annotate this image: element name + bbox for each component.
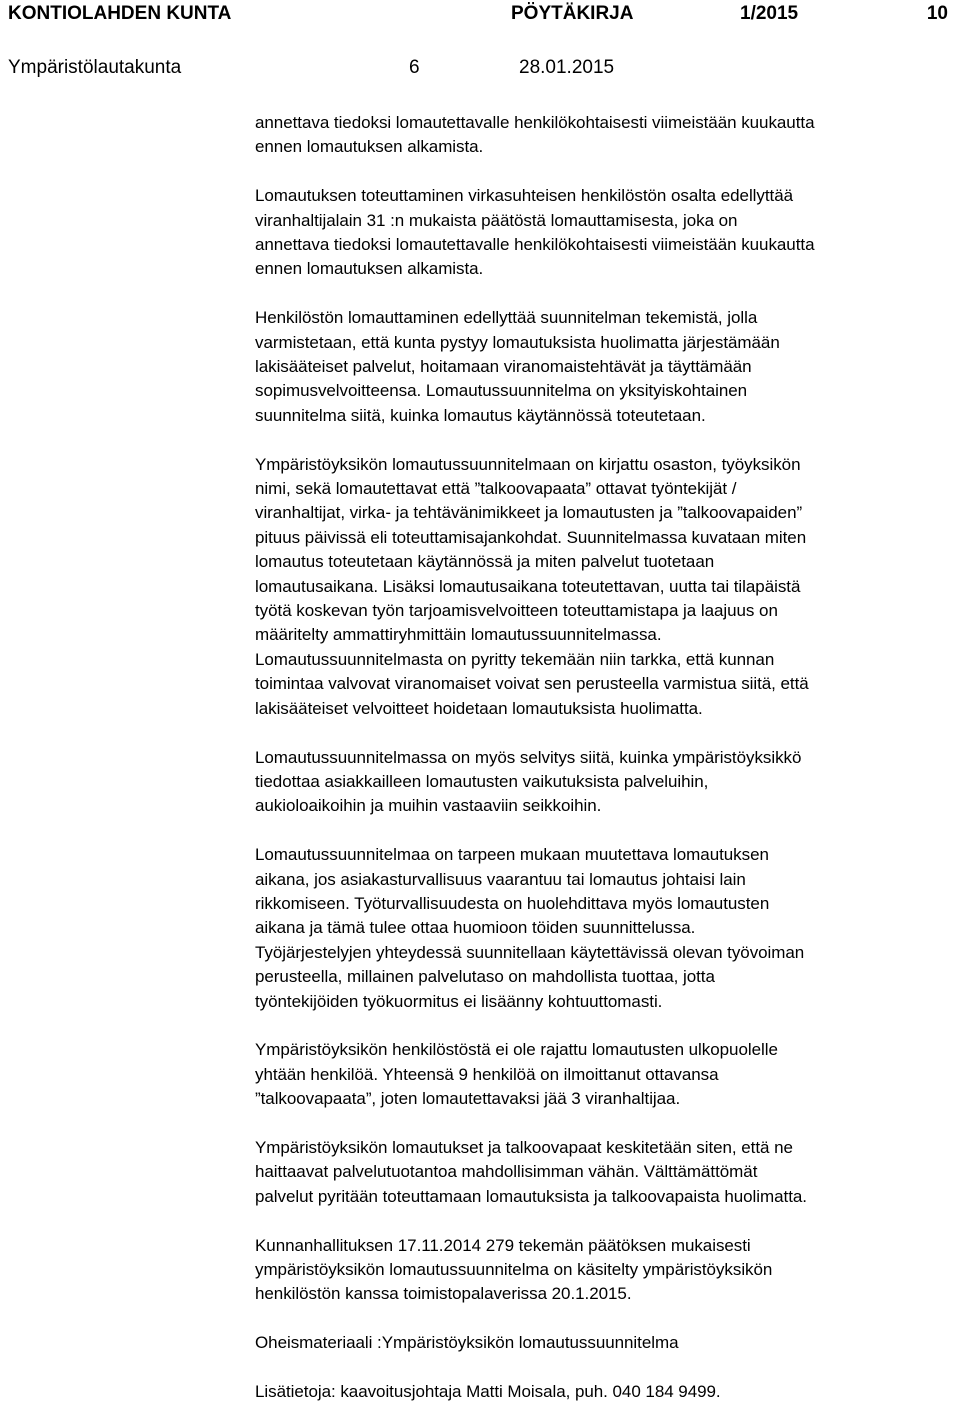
text-line: perusteella, millainen palvelutaso on mahdollista tuottaa, jotta [255, 967, 715, 987]
paragraph [255, 111, 955, 160]
text-line: lomautusaikana. Lisäksi lomautusaikana toteutettavan, uutta tai tilapäistä [255, 576, 801, 596]
paragraph [255, 1380, 955, 1404]
text-line: viranhaltijat, virka- ja tehtävänimikkeet ja lomautusten ja ”talkoovapaiden” [255, 503, 803, 523]
text-line: ennen lomautuksen alkamista. [255, 137, 484, 157]
text-line: Lomautussuunnitelmassa on myös selvitys siitä, kuinka ympäristöyksikkö [255, 747, 802, 767]
text-line: varmistetaan, että kunta pystyy lomautuksista huolimatta järjestämään [255, 332, 780, 352]
text-line: viranhaltijalain 31 :n mukaista päätöstä lomauttamisesta, joka on [255, 210, 738, 230]
text-line: työtä koskevan työn tarjoamisvelvoitteen toteuttamistapa ja laajuus on [255, 601, 778, 621]
text-line: Lomautussuunnitelmaa on tarpeen mukaan muutettava lomautuksen [255, 845, 769, 865]
text-line: annettava tiedoksi lomautettavalle henkilökohtaisesti viimeistään kuukautta [255, 113, 815, 132]
text-line: sopimusvelvoitteensa. Lomautussuunnitelma on yksityiskohtainen [255, 381, 748, 401]
paragraph [255, 1234, 955, 1307]
text-line: aikana, jos asiakasturvallisuus vaarantuu tai lomautus johtaisi lain [255, 869, 746, 889]
meeting-date: 28.01.2015 [519, 57, 615, 78]
text-line: lomautus toteutetaan käytännössä ja miten palvelut tuotetaan [255, 552, 715, 572]
text-line: tiedottaa asiakkailleen lomautusten vaikutuksista palveluihin, [255, 771, 709, 791]
text-line: yhtään henkilöä. Yhteensä 9 henkilöä on ilmoittanut ottavansa [255, 1064, 719, 1084]
text-line: lakisääteiset palvelut, hoitamaan viranomaistehtävät ja täyttämään [255, 357, 752, 377]
text-line: aikana ja tämä tulee ottaa huomioon töiden suunnittelussa. [255, 918, 696, 938]
organization-name: KONTIOLAHDEN KUNTA [8, 3, 232, 24]
document-body [255, 111, 955, 1404]
text-line: haittaavat palvelutuotantoa mahdollisimman vähän. Välttämättömät [255, 1162, 758, 1182]
document-header-top [8, 1, 950, 27]
text-line: palvelut pyritään toteuttamaan lomautuksista ja talkoovapaista huolimatta. [255, 1186, 807, 1206]
text-line: työntekijöiden työkuormitus ei lisäänny kohtuuttomasti. [255, 991, 663, 1011]
document-type: PÖYTÄKIRJA [511, 3, 634, 24]
text-line: lakisääteiset velvoitteet hoidetaan lomautuksista huolimatta. [255, 698, 703, 718]
text-line: ympäristöyksikön lomautussuunnitelma on käsitelty ympäristöyksikön [255, 1259, 773, 1279]
paragraph [255, 843, 955, 1014]
text-line: henkilöstön kanssa toimistopalaverissa 20.1.2015. [255, 1284, 632, 1304]
text-line: Lomautuksen toteuttaminen virkasuhteisen henkilöstön osalta edellyttää [255, 186, 794, 206]
text-line: ennen lomautuksen alkamista. [255, 259, 484, 279]
text-line: aukioloaikoihin ja muihin vastaaviin seikkoihin. [255, 796, 602, 816]
document-number: 1/2015 [740, 3, 799, 24]
paragraph [255, 1331, 955, 1355]
section-number: 6 [409, 57, 420, 78]
text-line: toimintaa valvovat viranomaiset voivat sen perusteella varmistua siitä, että [255, 674, 809, 694]
paragraph [255, 453, 955, 721]
paragraph [255, 1038, 955, 1111]
text-line: annettava tiedoksi lomautettavalle henkilökohtaisesti viimeistään kuukautta [255, 235, 815, 255]
text-line: määritelty ammattiryhmittäin lomautussuunnitelmassa. [255, 625, 662, 645]
text-line: Ympäristöyksikön lomautukset ja talkoovapaat keskitetään siten, että ne [255, 1137, 793, 1157]
text-line: Lomautussuunnitelmasta on pyritty tekemään niin tarkka, että kunnan [255, 649, 775, 669]
text-line: Ympäristöyksikön henkilöstöstä ei ole rajattu lomautusten ulkopuolelle [255, 1040, 778, 1060]
text-line: Oheismateriaali :Ympäristöyksikön lomautussuunnitelma [255, 1333, 679, 1353]
text-line: Kunnanhallituksen 17.11.2014 279 tekemän päätöksen mukaisesti [255, 1235, 751, 1255]
text-line: suunnitelma siitä, kuinka lomautus käytännössä toteutetaan. [255, 405, 706, 425]
text-line: Työjärjestelyjen yhteydessä suunnitellaan käytettävissä olevan työvoiman [255, 942, 805, 962]
page-number: 10 [926, 3, 948, 24]
text-line: Henkilöstön lomauttaminen edellyttää suunnitelman tekemistä, jolla [255, 308, 758, 328]
paragraph [255, 184, 955, 282]
document-header-bottom [8, 55, 950, 81]
paragraph [255, 746, 955, 819]
text-line: nimi, sekä lomautettavat että ”talkoovapaata” ottavat työntekijät / [255, 479, 737, 499]
text-line: pituus päivissä eli toteuttamisajankohdat. Suunnitelmassa kuvataan miten [255, 527, 807, 547]
paragraph [255, 306, 955, 428]
board-name: Ympäristölautakunta [8, 57, 182, 78]
text-line: Ympäristöyksikön lomautussuunnitelmaan on kirjattu osaston, työyksikön [255, 454, 801, 474]
paragraph [255, 1136, 955, 1209]
text-line: rikkomiseen. Työturvallisuudesta on huolehdittava myös lomautusten [255, 893, 770, 913]
text-line: Lisätietoja: kaavoitusjohtaja Matti Moisala, puh. 040 184 9499. [255, 1381, 721, 1401]
text-line: ”talkoovapaata”, joten lomautettavaksi jää 3 viranhaltijaa. [255, 1089, 681, 1109]
